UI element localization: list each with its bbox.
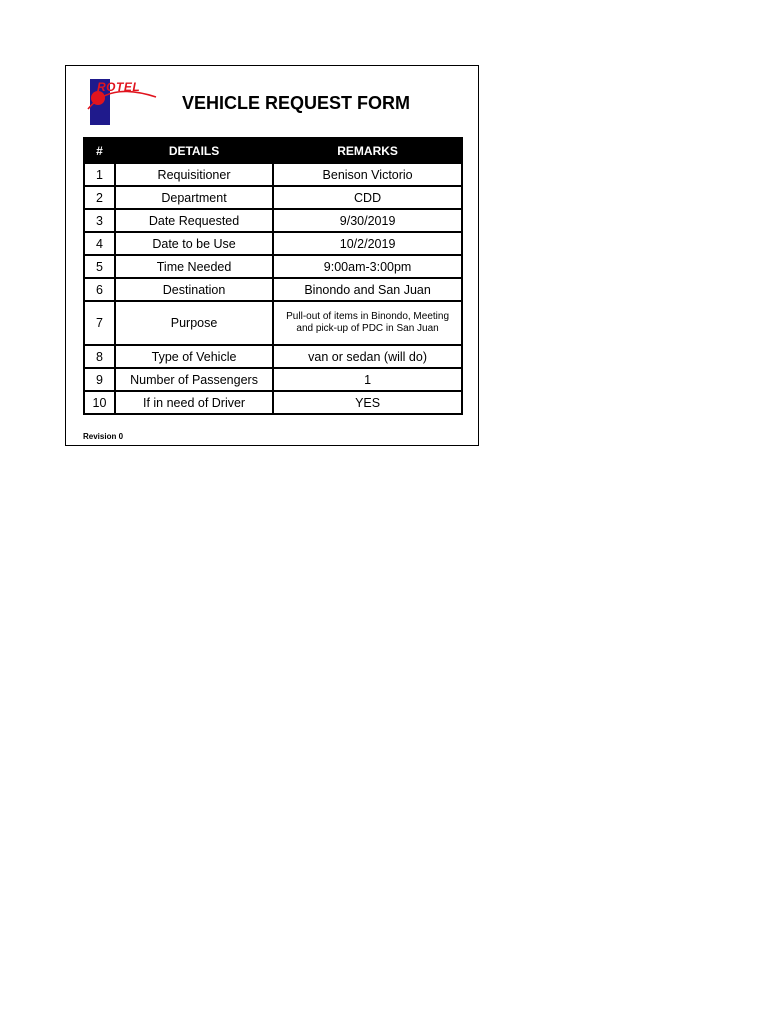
row-detail: Destination bbox=[115, 278, 273, 301]
row-remark: van or sedan (will do) bbox=[273, 345, 462, 368]
header-details: DETAILS bbox=[115, 138, 273, 163]
row-number: 5 bbox=[84, 255, 115, 278]
row-number: 4 bbox=[84, 232, 115, 255]
table-row bbox=[84, 278, 462, 301]
table-row bbox=[84, 391, 462, 414]
row-number: 2 bbox=[84, 186, 115, 209]
row-remark: Pull-out of items in Binondo, Meeting and pick-up of PDC in San Juan bbox=[273, 301, 462, 345]
form-title: VEHICLE REQUEST FORM bbox=[182, 93, 411, 113]
table-row bbox=[84, 209, 462, 232]
vehicle-request-form bbox=[65, 65, 479, 446]
table-row bbox=[84, 345, 462, 368]
row-detail: Department bbox=[115, 186, 273, 209]
row-number: 7 bbox=[84, 301, 115, 345]
row-remark: Binondo and San Juan bbox=[273, 278, 462, 301]
row-number: 6 bbox=[84, 278, 115, 301]
header-remarks: REMARKS bbox=[273, 138, 462, 163]
row-detail: Time Needed bbox=[115, 255, 273, 278]
table-row bbox=[84, 232, 462, 255]
revision-label: Revision 0 bbox=[83, 432, 124, 441]
row-number: 9 bbox=[84, 368, 115, 391]
row-detail: Date to be Use bbox=[115, 232, 273, 255]
row-remark: Benison Victorio bbox=[273, 163, 462, 186]
row-detail: Purpose bbox=[115, 301, 273, 345]
row-number: 10 bbox=[84, 391, 115, 414]
request-details-table bbox=[83, 137, 463, 415]
row-number: 3 bbox=[84, 209, 115, 232]
table-row bbox=[84, 301, 462, 345]
table-row bbox=[84, 163, 462, 186]
table-header-row bbox=[84, 138, 462, 163]
row-remark: 10/2/2019 bbox=[273, 232, 462, 255]
table-row bbox=[84, 368, 462, 391]
row-number: 1 bbox=[84, 163, 115, 186]
row-number: 8 bbox=[84, 345, 115, 368]
row-remark: 9:00am-3:00pm bbox=[273, 255, 462, 278]
row-detail: Number of Passengers bbox=[115, 368, 273, 391]
logo-text: ROTEL bbox=[97, 80, 141, 94]
table-row bbox=[84, 186, 462, 209]
table-row bbox=[84, 255, 462, 278]
row-detail: Requisitioner bbox=[115, 163, 273, 186]
row-detail: Date Requested bbox=[115, 209, 273, 232]
row-remark: CDD bbox=[273, 186, 462, 209]
row-detail: Type of Vehicle bbox=[115, 345, 273, 368]
header-number: # bbox=[84, 138, 115, 163]
row-detail: If in need of Driver bbox=[115, 391, 273, 414]
row-remark: 9/30/2019 bbox=[273, 209, 462, 232]
row-remark: YES bbox=[273, 391, 462, 414]
row-remark: 1 bbox=[273, 368, 462, 391]
